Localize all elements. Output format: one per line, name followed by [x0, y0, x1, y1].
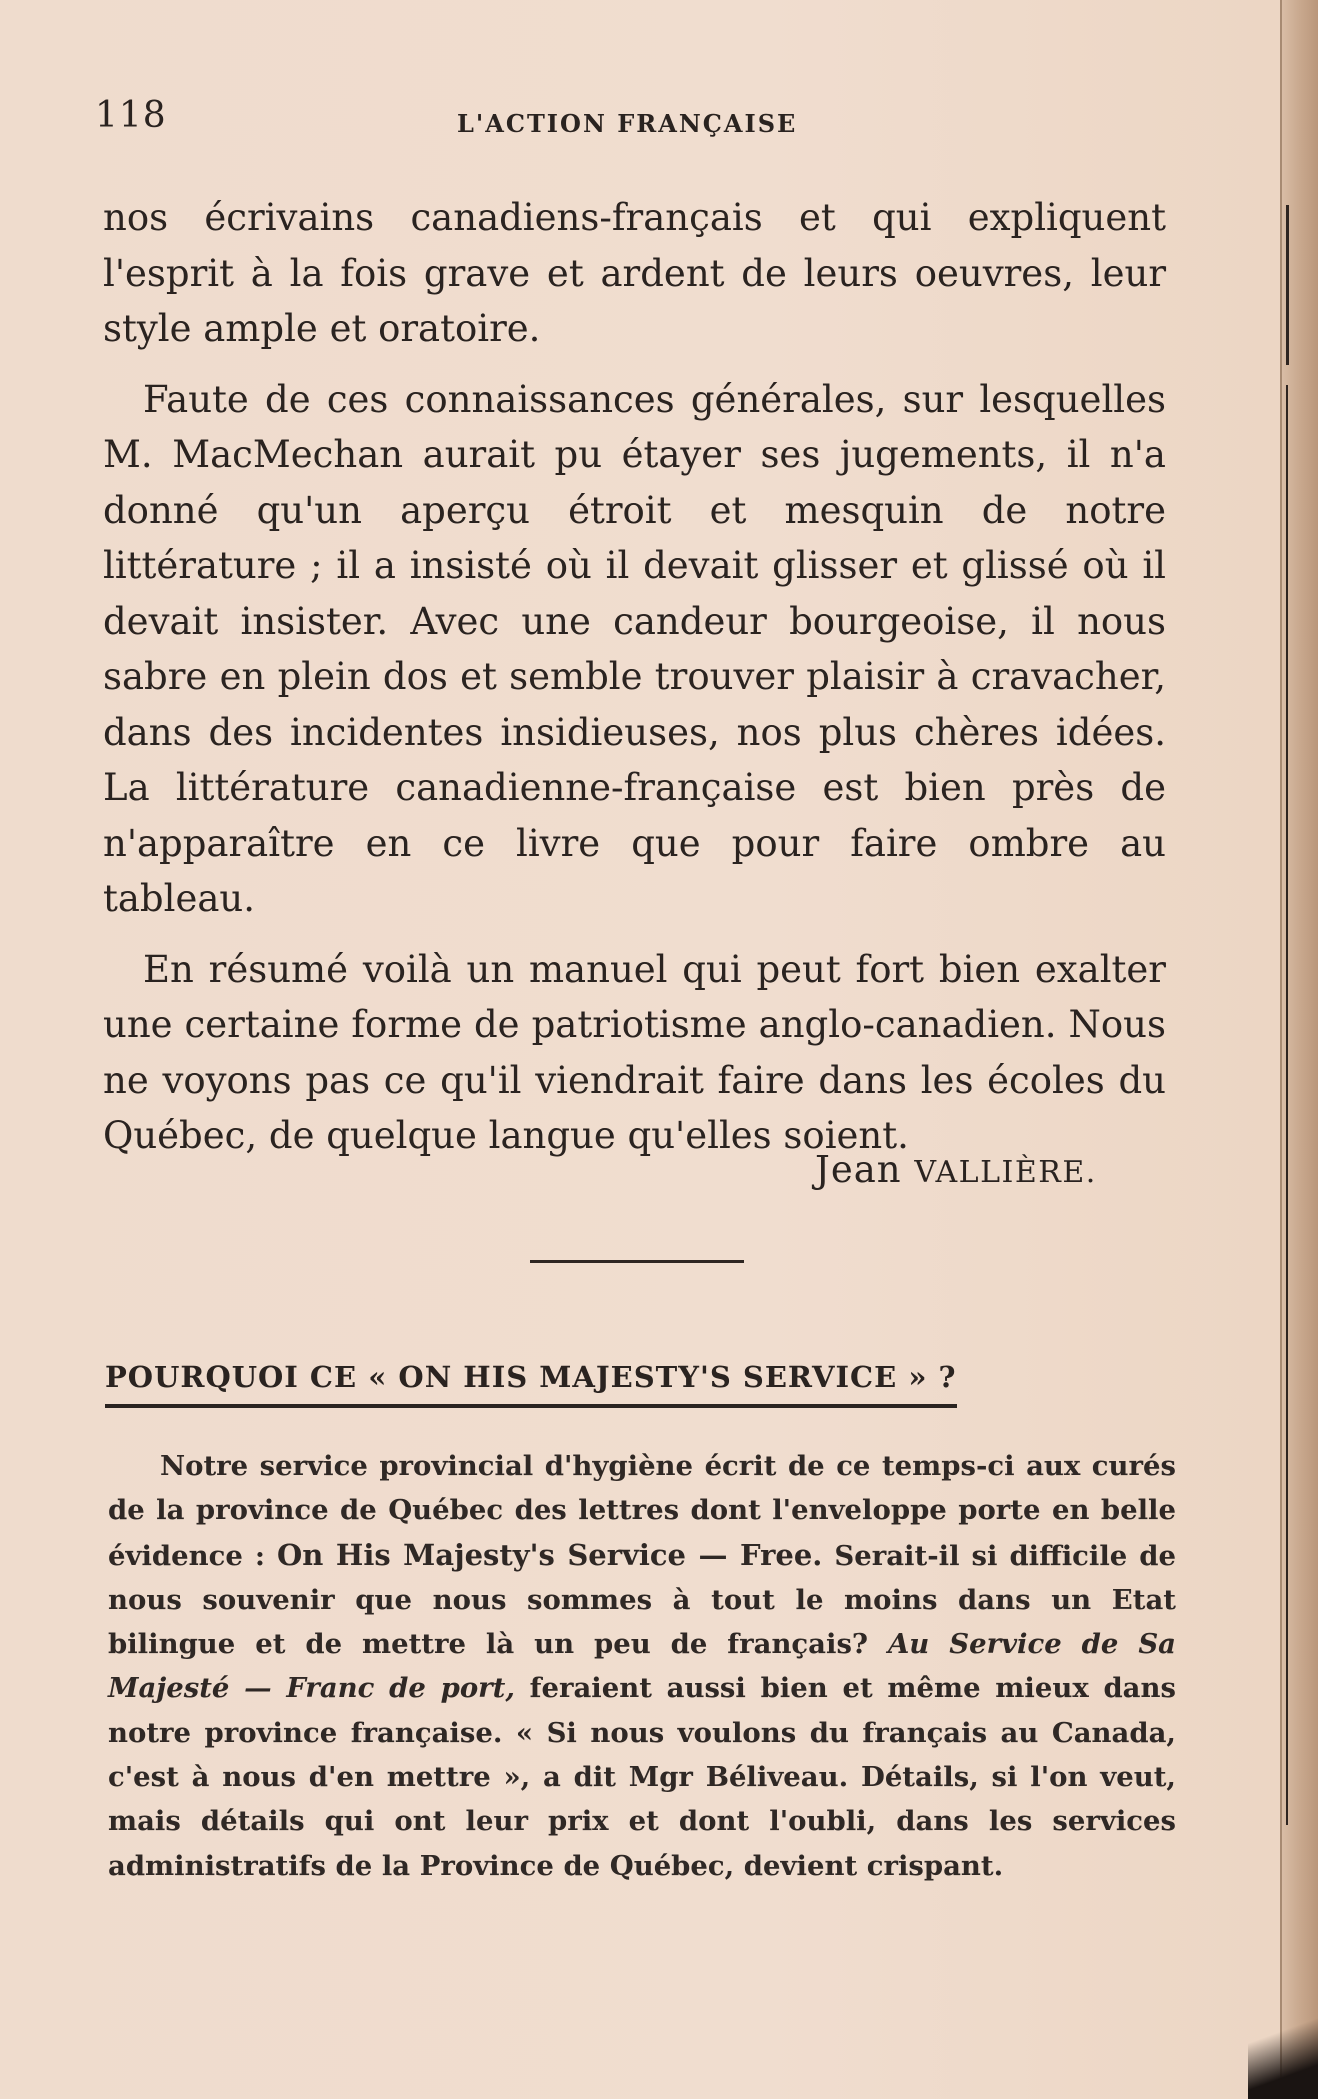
- section-text: Notre service provincial d'hygiène écrit de ce temps-ci aux curés de la province de Québec des lettres dont l'enveloppe porte en belle évidence :: [108, 1450, 1176, 1572]
- author-first-name: Jean: [815, 1148, 902, 1191]
- paragraph: nos écrivains canadiens-français et qui expliquent l'esprit à la fois grave et ardent de leurs oeuvres, leur style ample et oratoire.: [103, 196, 1166, 350]
- page-number: 118: [95, 95, 167, 136]
- section-separator: [530, 1260, 744, 1263]
- section-text: Serait-il si difficile de nous souvenir que nous sommes à tout le moins dans un Etat bilingue et de mettre là un peu de français?: [108, 1539, 1177, 1661]
- paragraph: En résumé voilà un manuel qui peut fort bien exalter une certaine forme de patriotisme anglo-canadien. Nous ne voyons pas ce qu'il viendrait faire dans les écoles du Québec, de quelque langue qu'elles soient.: [103, 947, 1166, 1157]
- section-emphasis: On His Majesty's Service — Free.: [277, 1537, 823, 1572]
- article-body: [103, 190, 1166, 1179]
- edge-mark: [1286, 385, 1288, 1825]
- author-signature: [815, 1148, 1097, 1191]
- edge-mark: [1286, 205, 1289, 365]
- running-head: [95, 95, 1195, 145]
- section-text: feraient aussi bien et même mieux dans notre province française. « Si nous voulons du français au Canada, c'est à nous d'en mettre », a dit Mgr Béliveau. Détails, si l'on veut, mais détails qui ont leur prix et dont l'oubli, dans les services administratifs de la Province de Québec, devient crispant.: [108, 1672, 1176, 1882]
- section-body: [108, 1444, 1176, 1888]
- paragraph: Faute de ces connaissances générales, sur lesquelles M. MacMechan aurait pu étayer ses jugements, il n'a donné qu'un aperçu étroit et mesquin de notre littérature ; il a insisté où il devait glisser et glissé où il devait insister. Avec une candeur bourgeoise, il nous sabre en plein dos et semble trouver plaisir à cravacher, dans des incidentes insidieuses, nos plus chères idées. La littérature canadienne-française est bien près de n'apparaître en ce livre que pour faire ombre au tableau.: [103, 377, 1166, 920]
- journal-title: L'ACTION FRANÇAISE: [457, 109, 798, 138]
- author-last-name: VALLIÈRE.: [914, 1155, 1097, 1190]
- section-italic: Au Service de Sa Majesté — Franc de port,: [108, 1628, 1176, 1705]
- section-heading: POURQUOI CE « ON HIS MAJESTY'S SERVICE » ?: [105, 1360, 957, 1408]
- corner-shadow: [1248, 1989, 1318, 2099]
